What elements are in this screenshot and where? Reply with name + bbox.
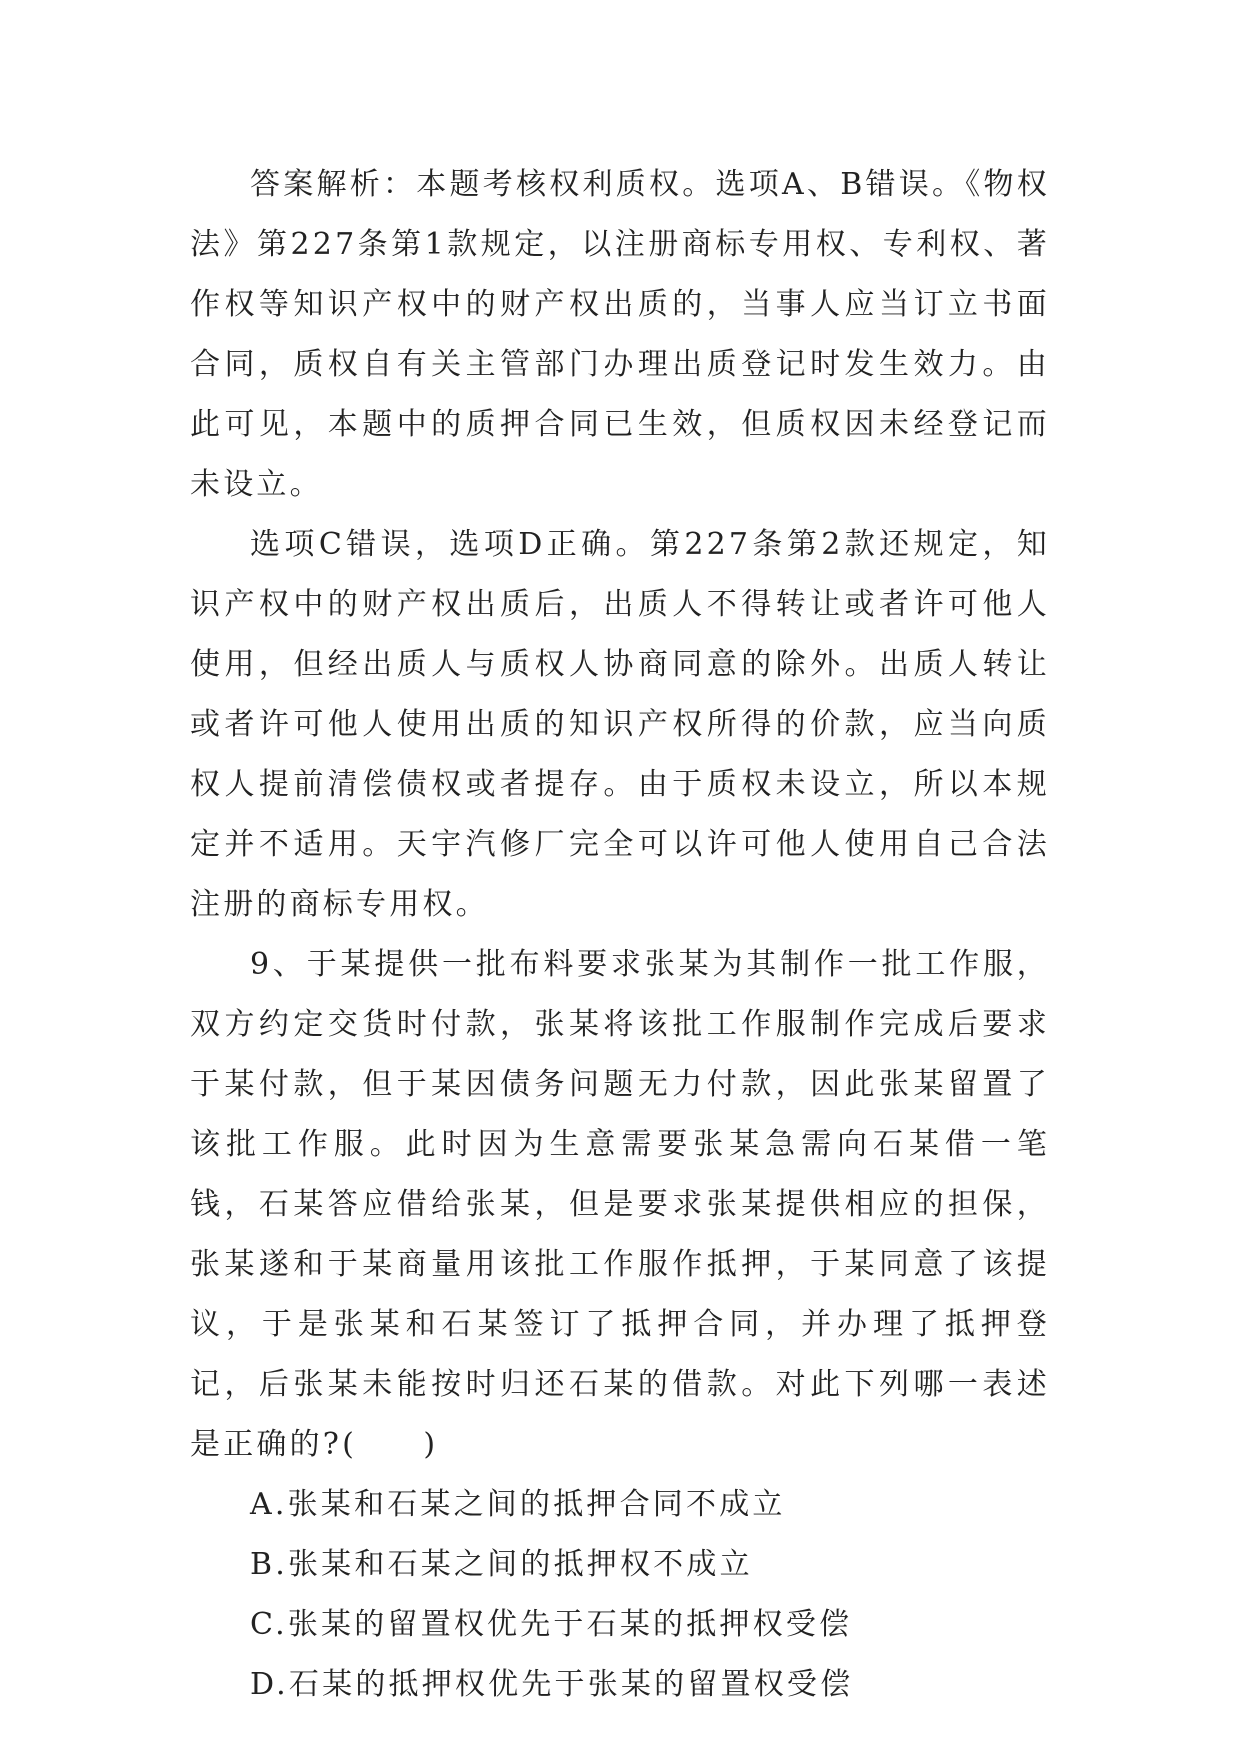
- option-d: D.石某的抵押权优先于张某的留置权受偿: [250, 1667, 854, 1702]
- document-body: [190, 155, 1050, 1715]
- option-a: A.张某和石某之间的抵押合同不成立: [250, 1487, 786, 1522]
- question-9-stem: 9、于某提供一批布料要求张某为其制作一批工作服，双方约定交货时付款，张某将该批工作服制作完成后要求于某付款，但于某因债务问题无力付款，因此张某留置了该批工作服。此时因为生意需要张某急需向石某借一笔钱，石某答应借给张某，但是要求张某提供相应的担保，张某遂和于某商量用该批工作服作抵押，于某同意了该提议，于是张某和石某签订了抵押合同，并办理了抵押登记，后张某未能按时归还石某的借款。对此下列哪一表述是正确的?( ): [190, 947, 1050, 1462]
- answer-analysis-continued-paragraph: 选项C错误，选项D正确。第227条第2款还规定，知识产权中的财产权出质后，出质人不得转让或者许可他人使用，但经出质人与质权人协商同意的除外。出质人转让或者许可他人使用出质的知识产权所得的价款，应当向质权人提前清偿债权或者提存。由于质权未设立，所以本规定并不适用。天宇汽修厂完全可以许可他人使用自己合法注册的商标专用权。: [190, 527, 1050, 922]
- answer-analysis-paragraph: 答案解析：本题考核权利质权。选项A、B错误。《物权法》第227条第1款规定，以注册商标专用权、专利权、著作权等知识产权中的财产权出质的，当事人应当订立书面合同，质权自有关主管部门办理出质登记时发生效力。由此可见，本题中的质押合同已生效，但质权因未经登记而未设立。: [190, 167, 1050, 502]
- option-b: B.张某和石某之间的抵押权不成立: [250, 1547, 753, 1582]
- option-c: C.张某的留置权优先于石某的抵押权受偿: [250, 1607, 853, 1642]
